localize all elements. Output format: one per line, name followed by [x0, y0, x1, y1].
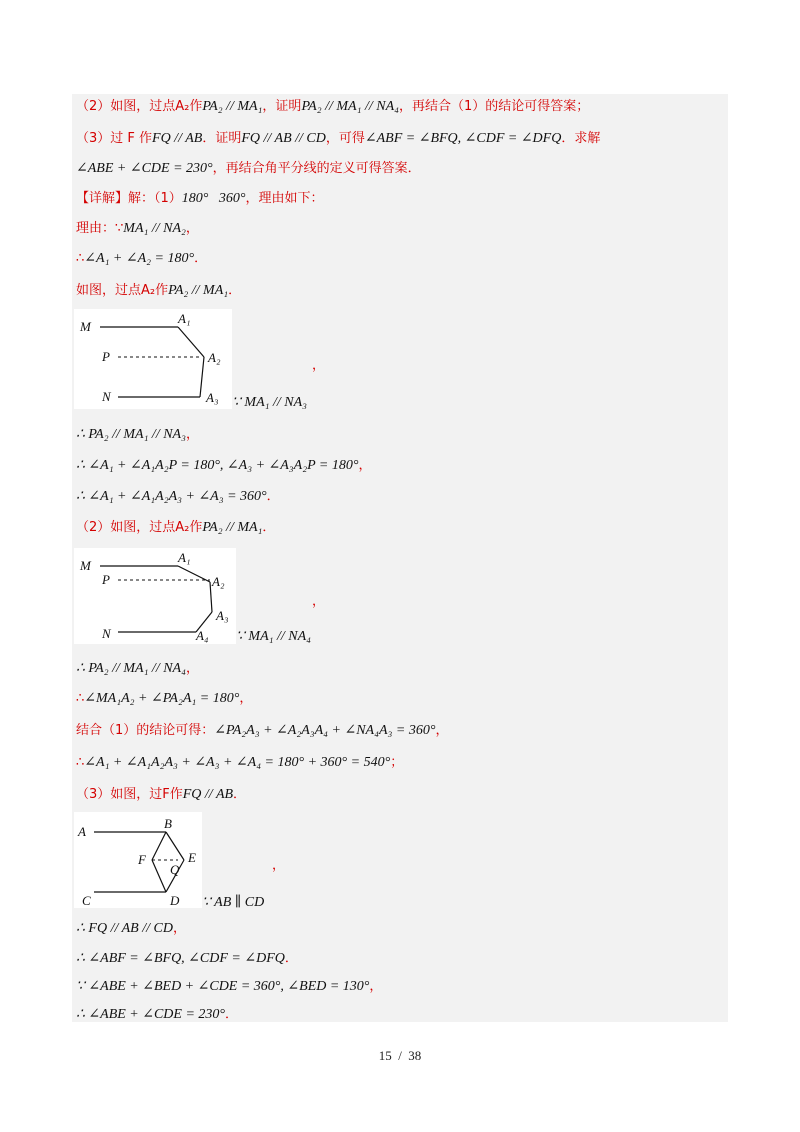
label-F: F [138, 852, 146, 867]
label-M: M [80, 558, 91, 573]
label-E: E [188, 850, 196, 865]
line-l16: 结合（1）的结论可得：∠PA₂A₃ + ∠A₂A₃A₄ + ∠NA₄A₃ = 360°， [76, 723, 449, 738]
line-l17: ∴∠A₁ + ∠A₁A₂A₃ + ∠A₃ + ∠A₄ = 180° + 360° = 540°； [76, 755, 404, 770]
line-l19: ∵ AB ∥ CD [202, 895, 265, 910]
label-P: P [102, 349, 110, 364]
line-l22: ∵ ∠ABE + ∠BED + ∠CDE = 360°, ∠BED = 130°， [76, 979, 383, 994]
line-l10: ∴ ∠A₁ + ∠A₁A₂P = 180°, ∠A₃ + ∠A₃A₂P = 180°， [76, 458, 372, 473]
label-A3: A₃ [216, 608, 229, 623]
label-C: C [82, 893, 91, 908]
label-Q: Q [170, 862, 180, 877]
page-number: 15 / 38 [378, 1048, 422, 1063]
line-l7: 如图，过点A₂作PA₂ // MA₁． [76, 283, 242, 298]
label-N: N [102, 389, 111, 404]
label-A3: A₃ [206, 390, 219, 405]
line-l8: ∵ MA₁ // NA₃ [232, 395, 308, 410]
line-l4: 【详解】解：（1）180° 360°，理由如下： [76, 191, 324, 206]
label-A1: A₁ [178, 311, 191, 326]
figure-1 [74, 309, 232, 409]
label-A2: A₂ [212, 574, 225, 589]
line-l15: ∴∠MA₁A₂ + ∠PA₂A₁ = 180°， [76, 691, 253, 706]
line-l11: ∴ ∠A₁ + ∠A₁A₂A₃ + ∠A₃ = 360°． [76, 489, 280, 504]
figure-1-comma: ， [312, 358, 326, 373]
label-A: A [78, 824, 86, 839]
line-l21: ∴ ∠ABF = ∠BFQ, ∠CDF = ∠DFQ． [76, 951, 298, 966]
line-l12: （2）如图，过点A₂作PA₂ // MA₁． [76, 520, 276, 535]
line-l9: ∴ PA₂ // MA₁ // NA₃， [76, 427, 199, 442]
line-l18: （3）如图，过F作FQ // AB． [76, 787, 247, 802]
figure-2-comma: ， [312, 594, 326, 609]
label-A4: A₄ [196, 628, 209, 643]
label-M: M [80, 319, 91, 334]
label-P: P [102, 572, 110, 587]
line-l5: 理由：∵MA₁ // NA₂， [76, 221, 199, 236]
line-l6: ∴∠A₁ + ∠A₂ = 180°． [76, 251, 208, 266]
line-l2: （3）过 F 作FQ // AB．证明FQ // AB // CD，可得∠ABF = ∠BFQ, ∠CDF = ∠DFQ．求解 [76, 131, 601, 146]
label-N: N [102, 626, 111, 641]
label-A2: A₂ [208, 350, 221, 365]
label-A1: A₁ [178, 550, 191, 565]
line-l1: （2）如图，过点A₂作PA₂ // MA₁，证明PA₂ // MA₁ // NA₄，再结合（1）的结论可得答案； [76, 99, 590, 114]
line-l14: ∴ PA₂ // MA₁ // NA₄， [76, 661, 199, 676]
line-l23: ∴ ∠ABE + ∠CDE = 230°． [76, 1007, 239, 1022]
label-D: D [170, 893, 180, 908]
line-l20: ∴ FQ // AB // CD， [76, 921, 186, 936]
figure-3 [74, 812, 202, 908]
line-l13: ∵ MA₁ // NA₄ [236, 629, 312, 644]
figure-2 [74, 548, 236, 644]
label-B: B [164, 816, 172, 831]
figure-3-comma: ， [272, 858, 286, 873]
line-l3: ∠ABE + ∠CDE = 230°，再结合角平分线的定义可得答案． [76, 161, 421, 176]
